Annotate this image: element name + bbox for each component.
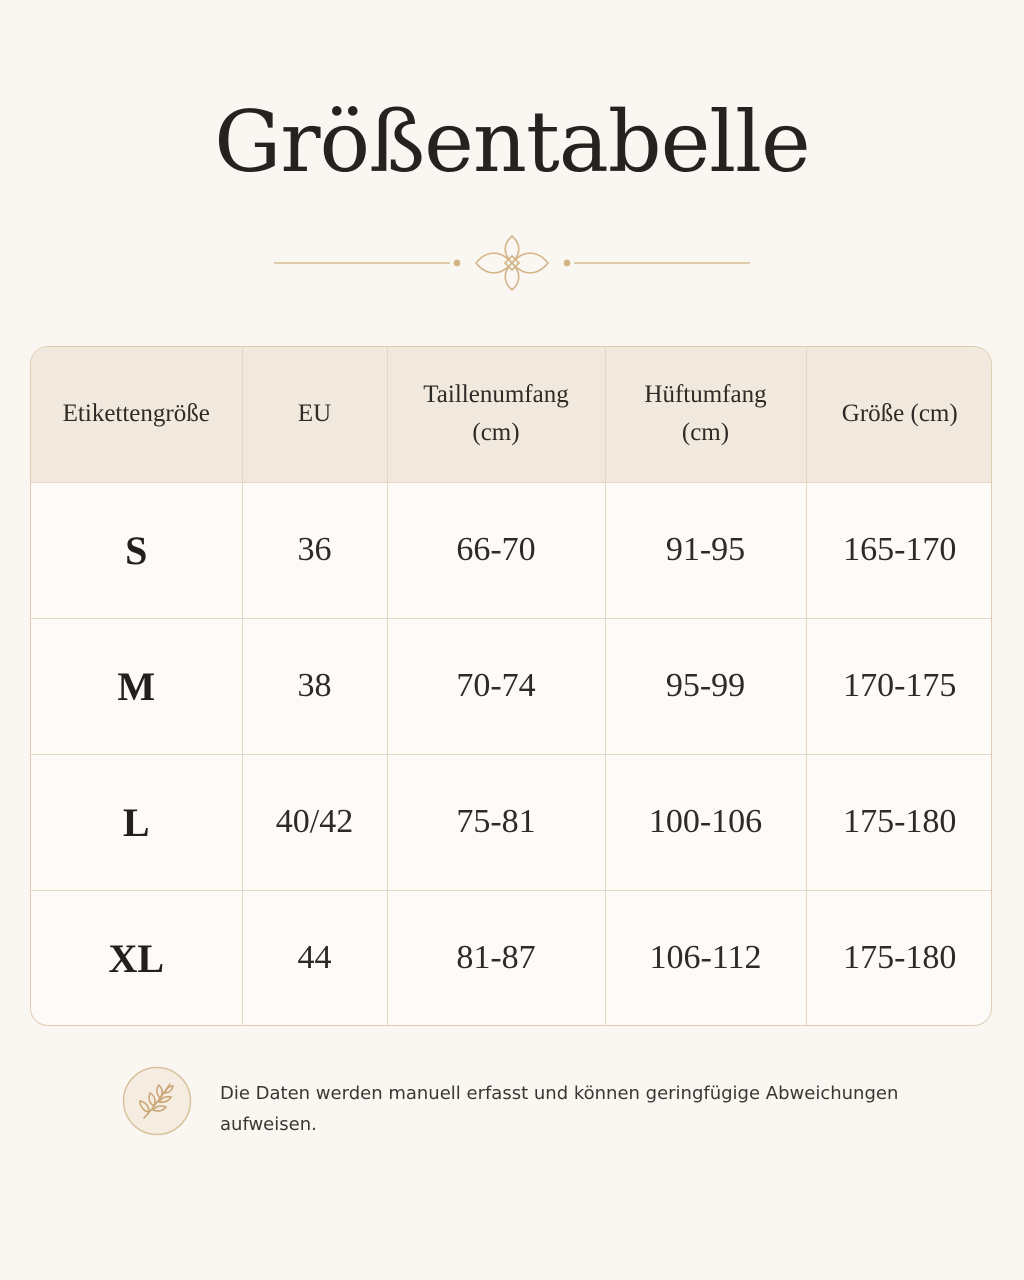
header-hip bbox=[605, 347, 806, 482]
size-cell: S bbox=[31, 482, 242, 618]
waist-cell: 70-74 bbox=[387, 618, 605, 754]
height-cell: 170-175 bbox=[806, 618, 992, 754]
flourish-divider-icon bbox=[272, 232, 752, 296]
table-row bbox=[31, 618, 992, 754]
table-row bbox=[31, 754, 992, 890]
table-row bbox=[31, 890, 992, 1026]
eu-cell: 40/42 bbox=[242, 754, 387, 890]
hip-cell: 100-106 bbox=[605, 754, 806, 890]
hip-cell: 91-95 bbox=[605, 482, 806, 618]
height-cell: 175-180 bbox=[843, 939, 957, 977]
disclaimer-note bbox=[220, 1078, 920, 1140]
eu-cell: 38 bbox=[242, 618, 387, 754]
table-header-row bbox=[31, 347, 992, 482]
header-height bbox=[806, 347, 992, 482]
size-table bbox=[30, 346, 992, 1026]
waist-cell: 81-87 bbox=[387, 890, 605, 1026]
eu-cell: 44 bbox=[242, 890, 387, 1026]
header-waist bbox=[387, 347, 605, 482]
header-unit: (cm) bbox=[472, 419, 520, 447]
header-text: Etikettengröße bbox=[62, 400, 210, 428]
hip-cell: 95-99 bbox=[605, 618, 806, 754]
note-line-1: Die Daten werden manuell erfasst und können geringfügige Abweichungen bbox=[220, 1083, 899, 1104]
height-cell: 175-180 bbox=[806, 754, 992, 890]
waist-cell: 66-70 bbox=[387, 482, 605, 618]
header-text: Größe (cm) bbox=[841, 400, 958, 428]
eu-cell: 36 bbox=[242, 482, 387, 618]
header-text: Hüftumfang bbox=[644, 381, 767, 409]
header-unit: (cm) bbox=[681, 419, 730, 447]
header-text: EU bbox=[297, 400, 332, 428]
size-cell: L bbox=[31, 754, 242, 890]
page-title: Größentabelle bbox=[214, 93, 810, 191]
note-line-2: aufweisen. bbox=[220, 1114, 317, 1135]
header-eu bbox=[242, 347, 387, 482]
table-row bbox=[31, 482, 992, 618]
header-label-size bbox=[31, 347, 242, 482]
leaf-sprig-icon bbox=[122, 1066, 192, 1136]
hip-cell: 106-112 bbox=[605, 890, 806, 1026]
height-cell: 165-170 bbox=[806, 482, 992, 618]
header-text: Taillenumfang bbox=[423, 381, 569, 409]
size-cell: M bbox=[31, 618, 242, 754]
size-cell: XL bbox=[31, 890, 242, 1026]
waist-cell: 75-81 bbox=[387, 754, 605, 890]
